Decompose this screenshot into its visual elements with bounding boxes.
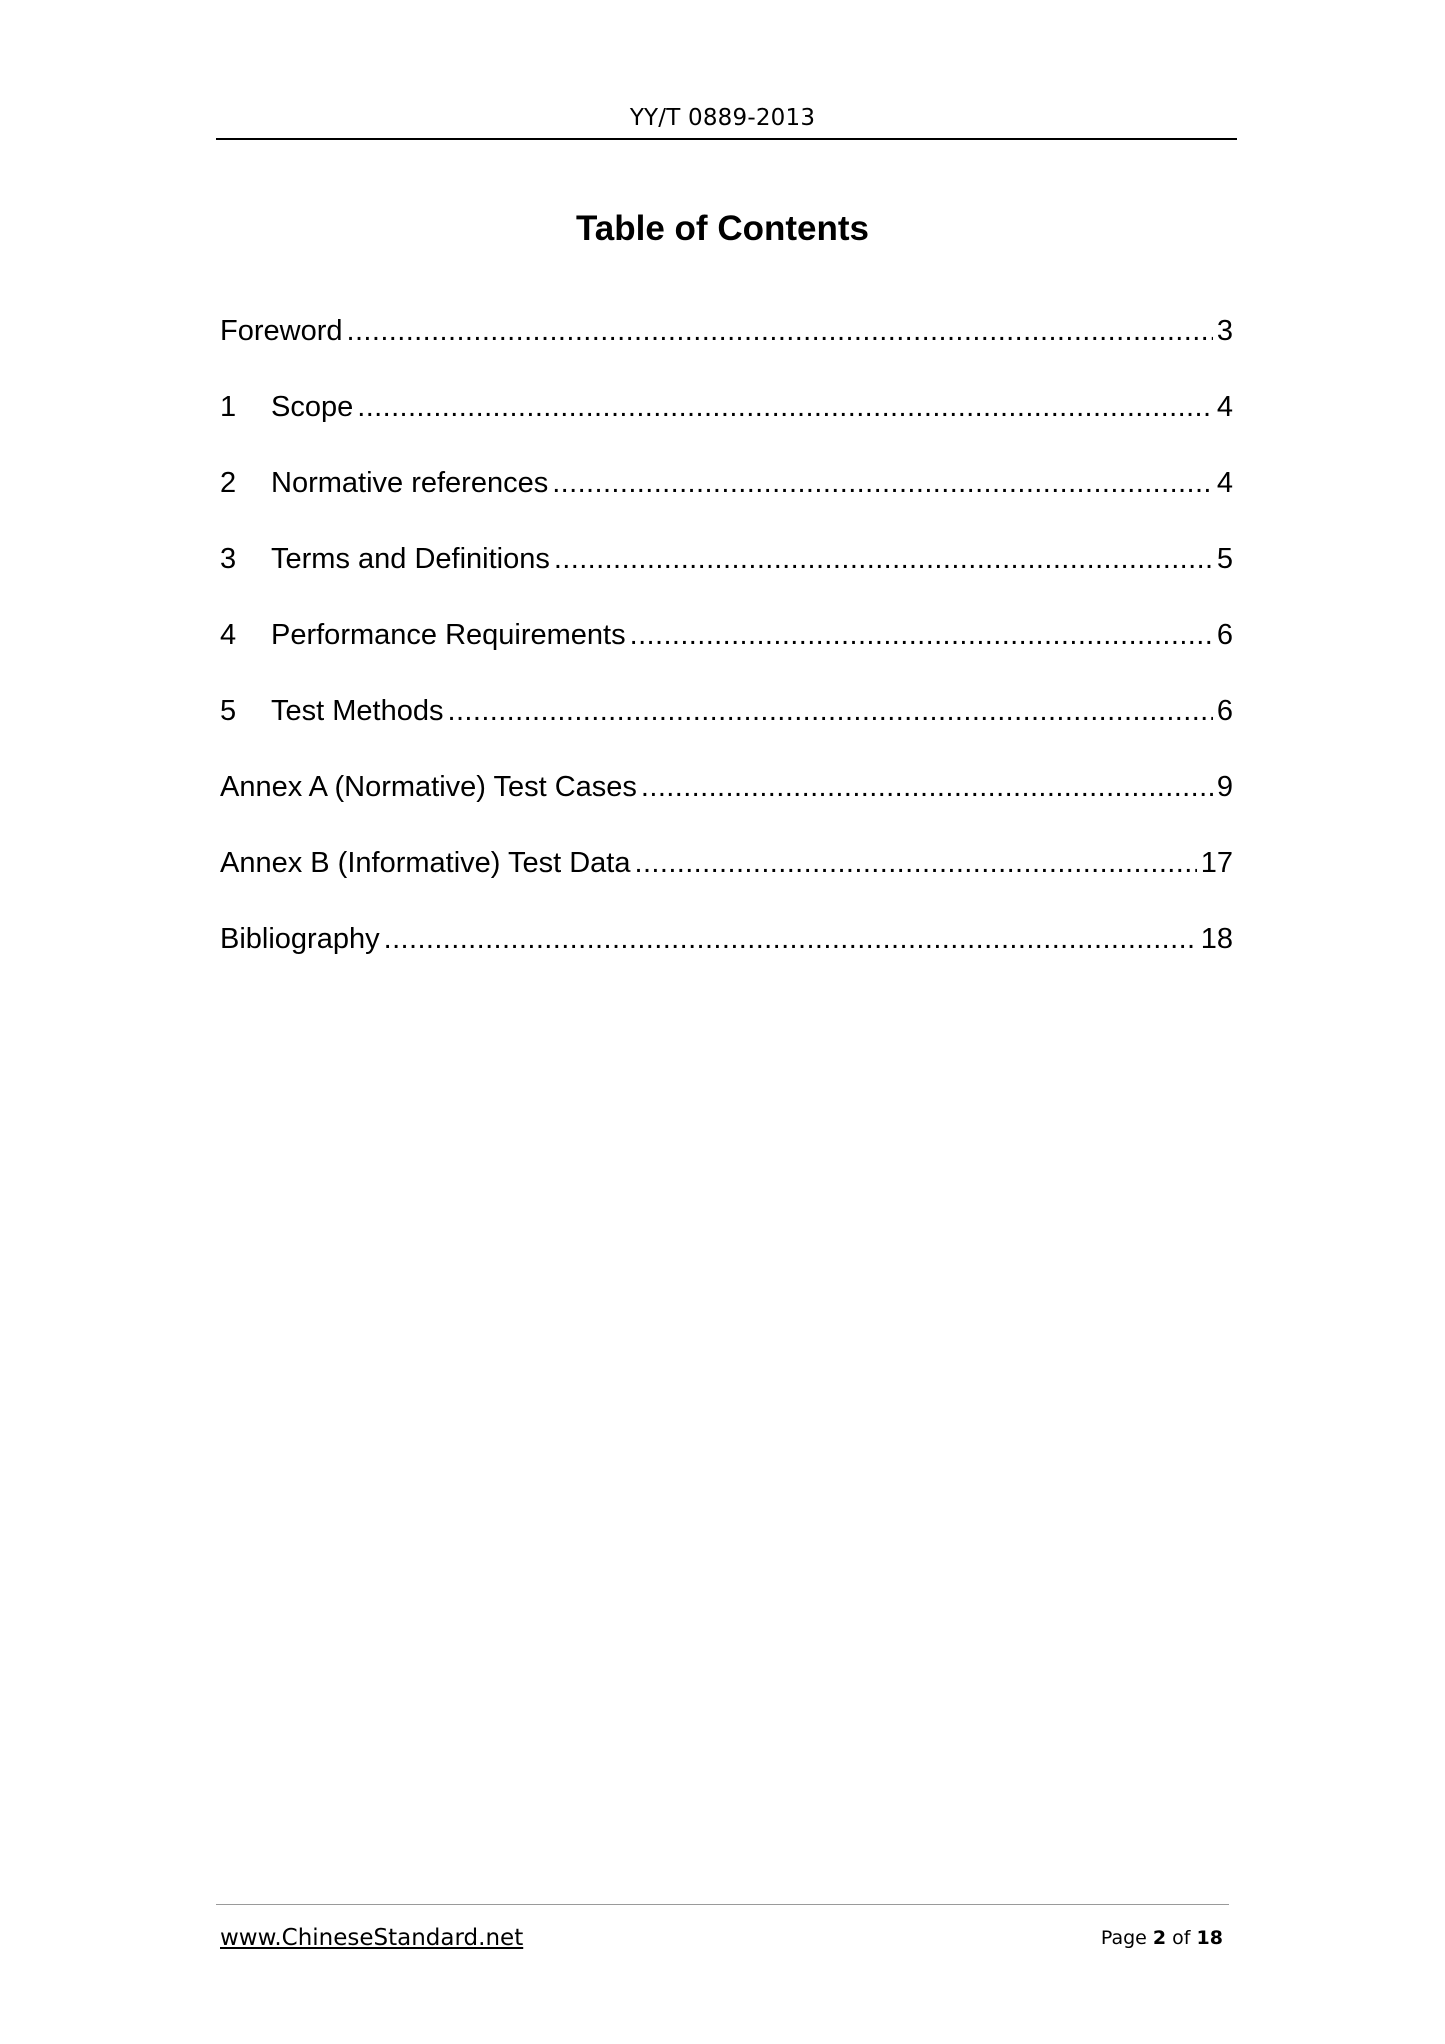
toc-leader-dots xyxy=(384,922,1197,956)
header-rule xyxy=(216,138,1237,140)
toc-leader-dots xyxy=(552,466,1213,500)
toc-entry-text: Terms and Definitions xyxy=(271,543,550,575)
toc-list xyxy=(220,293,1233,977)
toc-leader-dots xyxy=(641,770,1213,804)
toc-entry-page: 6 xyxy=(1216,695,1233,727)
toc-entry-annex-a[interactable] xyxy=(220,749,1233,825)
toc-leader-dots xyxy=(357,390,1213,424)
footer-website-link[interactable]: www.ChineseStandard.net xyxy=(220,1925,524,1951)
toc-entry-scope[interactable] xyxy=(220,369,1233,445)
toc-entry-text: Annex A (Normative) Test Cases xyxy=(220,771,637,803)
page-word: Page xyxy=(1100,1927,1147,1949)
toc-entry-text: Scope xyxy=(271,391,354,423)
toc-entry-foreword[interactable] xyxy=(220,293,1233,369)
toc-entry-number: 3 xyxy=(220,543,237,575)
toc-entry-annex-b[interactable] xyxy=(220,825,1233,901)
toc-entry-page: 5 xyxy=(1216,543,1233,575)
toc-leader-dots xyxy=(347,314,1213,348)
toc-leader-dots xyxy=(634,846,1196,880)
toc-entry-text: Test Methods xyxy=(271,695,444,727)
toc-entry-normative-references[interactable] xyxy=(220,445,1233,521)
running-header: YY/T 0889-2013 xyxy=(629,105,816,131)
toc-entry-page: 18 xyxy=(1200,923,1233,955)
toc-entry-page: 4 xyxy=(1216,391,1233,423)
footer-rule xyxy=(216,1904,1229,1905)
toc-entry-text: Annex B (Informative) Test Data xyxy=(220,847,631,879)
toc-entry-page: 17 xyxy=(1200,847,1233,879)
toc-entry-number: 5 xyxy=(220,695,237,727)
toc-entry-page: 4 xyxy=(1216,467,1233,499)
toc-entry-bibliography[interactable] xyxy=(220,901,1233,977)
footer-page-number xyxy=(1101,1926,1223,1950)
toc-leader-dots xyxy=(554,542,1213,576)
toc-entry-text: Performance Requirements xyxy=(271,619,626,651)
toc-entry-text: Bibliography xyxy=(220,923,380,955)
current-page: 2 xyxy=(1152,1927,1167,1949)
of-word: of xyxy=(1172,1927,1191,1949)
toc-entry-text: Normative references xyxy=(271,467,549,499)
toc-entry-page: 6 xyxy=(1216,619,1233,651)
toc-entry-number: 4 xyxy=(220,619,237,651)
toc-entry-test-methods[interactable] xyxy=(220,673,1233,749)
toc-entry-terms-and-definitions[interactable] xyxy=(220,521,1233,597)
toc-entry-number: 1 xyxy=(220,391,237,423)
toc-title: Table of Contents xyxy=(576,209,869,248)
toc-entry-page: 9 xyxy=(1216,771,1233,803)
total-pages: 18 xyxy=(1196,1927,1223,1949)
toc-leader-dots xyxy=(630,618,1213,652)
toc-entry-performance-requirements[interactable] xyxy=(220,597,1233,673)
toc-entry-number: 2 xyxy=(220,467,237,499)
toc-entry-text: Foreword xyxy=(220,315,343,347)
toc-entry-page: 3 xyxy=(1216,315,1233,347)
toc-leader-dots xyxy=(447,694,1212,728)
